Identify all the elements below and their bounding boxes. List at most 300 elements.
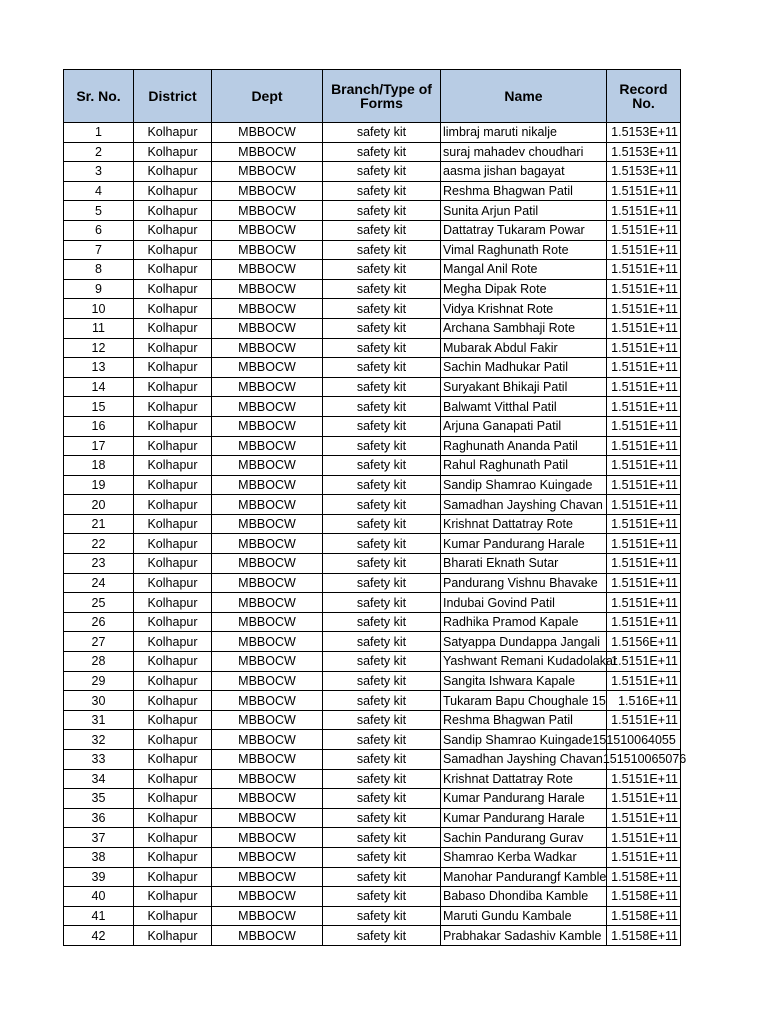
cell-name: Yashwant Remani Kudadolakar [441, 652, 607, 672]
cell-name: Maruti Gundu Kambale [441, 906, 607, 926]
cell-name: Prabhakar Sadashiv Kamble [441, 926, 607, 946]
cell-sr-no: 10 [64, 299, 134, 319]
cell-record-no: 1.5151E+11 [607, 808, 681, 828]
cell-name: Shamrao Kerba Wadkar [441, 847, 607, 867]
cell-dept: MBBOCW [212, 358, 323, 378]
cell-record-no: 1.5153E+11 [607, 162, 681, 182]
cell-branch-type: safety kit [323, 593, 441, 613]
cell-sr-no: 14 [64, 377, 134, 397]
cell-record-no: 1.5151E+11 [607, 573, 681, 593]
cell-branch-type: safety kit [323, 789, 441, 809]
cell-sr-no: 28 [64, 652, 134, 672]
cell-district: Kolhapur [134, 279, 212, 299]
cell-branch-type: safety kit [323, 416, 441, 436]
cell-dept: MBBOCW [212, 181, 323, 201]
table-row [64, 828, 681, 848]
cell-record-no: 1.5151E+11 [607, 456, 681, 476]
cell-name: Krishnat Dattatray Rote [441, 514, 607, 534]
table-row [64, 887, 681, 907]
cell-sr-no: 41 [64, 906, 134, 926]
cell-record-no: 1.5158E+11 [607, 887, 681, 907]
cell-name: Manohar Pandurangf Kamble [441, 867, 607, 887]
cell-district: Kolhapur [134, 750, 212, 770]
cell-record-no: 1.5158E+11 [607, 906, 681, 926]
cell-branch-type: safety kit [323, 318, 441, 338]
cell-branch-type: safety kit [323, 926, 441, 946]
cell-sr-no: 21 [64, 514, 134, 534]
cell-branch-type: safety kit [323, 514, 441, 534]
cell-sr-no: 38 [64, 847, 134, 867]
cell-record-no: 1.5158E+11 [607, 867, 681, 887]
cell-district: Kolhapur [134, 436, 212, 456]
cell-name: Samadhan Jayshing Chavan [441, 495, 607, 515]
cell-dept: MBBOCW [212, 123, 323, 143]
cell-sr-no: 5 [64, 201, 134, 221]
cell-district: Kolhapur [134, 358, 212, 378]
cell-district: Kolhapur [134, 162, 212, 182]
table-row [64, 358, 681, 378]
cell-district: Kolhapur [134, 926, 212, 946]
table-row [64, 750, 681, 770]
records-table [63, 69, 687, 946]
table-row [64, 162, 681, 182]
cell-dept: MBBOCW [212, 260, 323, 280]
cell-name: Sandip Shamrao Kuingade [441, 475, 607, 495]
cell-district: Kolhapur [134, 867, 212, 887]
cell-branch-type: safety kit [323, 495, 441, 515]
cell-dept: MBBOCW [212, 475, 323, 495]
cell-branch-type: safety kit [323, 573, 441, 593]
cell-sr-no: 40 [64, 887, 134, 907]
cell-name: Dattatray Tukaram Powar [441, 220, 607, 240]
cell-sr-no: 27 [64, 632, 134, 652]
cell-record-no: 1.5151E+11 [607, 397, 681, 417]
cell-name: Babaso Dhondiba Kamble [441, 887, 607, 907]
cell-sr-no: 2 [64, 142, 134, 162]
cell-sr-no: 36 [64, 808, 134, 828]
table-row [64, 181, 681, 201]
cell-record-no: 1.5151E+11 [607, 181, 681, 201]
cell-district: Kolhapur [134, 220, 212, 240]
table-row [64, 789, 681, 809]
cell-branch-type: safety kit [323, 730, 441, 750]
cell-record-no: 1.5151E+11 [607, 279, 681, 299]
cell-branch-type: safety kit [323, 710, 441, 730]
cell-dept: MBBOCW [212, 769, 323, 789]
cell-dept: MBBOCW [212, 436, 323, 456]
cell-name: Rahul Raghunath Patil [441, 456, 607, 476]
table-row [64, 338, 681, 358]
table-row [64, 514, 681, 534]
cell-district: Kolhapur [134, 475, 212, 495]
cell-sr-no: 34 [64, 769, 134, 789]
cell-branch-type: safety kit [323, 279, 441, 299]
cell-sr-no: 8 [64, 260, 134, 280]
cell-dept: MBBOCW [212, 710, 323, 730]
cell-district: Kolhapur [134, 671, 212, 691]
cell-branch-type: safety kit [323, 142, 441, 162]
cell-record-no: 1.5151E+11 [607, 338, 681, 358]
cell-record-no: 1.5151E+11 [607, 220, 681, 240]
cell-district: Kolhapur [134, 456, 212, 476]
table-row [64, 377, 681, 397]
cell-sr-no: 13 [64, 358, 134, 378]
cell-district: Kolhapur [134, 299, 212, 319]
cell-sr-no: 26 [64, 612, 134, 632]
cell-name: Sandip Shamrao Kuingade151510064055 [441, 730, 607, 750]
cell-name: Raghunath Ananda Patil [441, 436, 607, 456]
cell-name: Kumar Pandurang Harale [441, 789, 607, 809]
cell-branch-type: safety kit [323, 691, 441, 711]
cell-district: Kolhapur [134, 828, 212, 848]
table-row [64, 769, 681, 789]
cell-record-no: 1.5151E+11 [607, 416, 681, 436]
cell-dept: MBBOCW [212, 906, 323, 926]
cell-sr-no: 20 [64, 495, 134, 515]
cell-record-no: 1.5151E+11 [607, 534, 681, 554]
cell-name: Pandurang Vishnu Bhavake [441, 573, 607, 593]
cell-sr-no: 31 [64, 710, 134, 730]
cell-sr-no: 6 [64, 220, 134, 240]
cell-name: suraj mahadev choudhari [441, 142, 607, 162]
cell-name: Vimal Raghunath Rote [441, 240, 607, 260]
cell-record-no: 1.5151E+11 [607, 710, 681, 730]
cell-dept: MBBOCW [212, 220, 323, 240]
cell-name: Archana Sambhaji Rote [441, 318, 607, 338]
table-row [64, 123, 681, 143]
cell-branch-type: safety kit [323, 240, 441, 260]
cell-branch-type: safety kit [323, 808, 441, 828]
cell-record-no: 1.5151E+11 [607, 514, 681, 534]
cell-branch-type: safety kit [323, 162, 441, 182]
cell-record-no: 1.5151E+11 [607, 358, 681, 378]
cell-dept: MBBOCW [212, 612, 323, 632]
cell-dept: MBBOCW [212, 593, 323, 613]
header-dept: Dept [212, 70, 323, 123]
cell-branch-type: safety kit [323, 671, 441, 691]
cell-sr-no: 33 [64, 750, 134, 770]
cell-branch-type: safety kit [323, 181, 441, 201]
cell-dept: MBBOCW [212, 632, 323, 652]
cell-name: Sangita Ishwara Kapale [441, 671, 607, 691]
cell-sr-no: 42 [64, 926, 134, 946]
cell-dept: MBBOCW [212, 416, 323, 436]
cell-record-no: 1.5158E+11 [607, 926, 681, 946]
cell-district: Kolhapur [134, 887, 212, 907]
cell-dept: MBBOCW [212, 573, 323, 593]
table-row [64, 397, 681, 417]
cell-branch-type: safety kit [323, 397, 441, 417]
cell-dept: MBBOCW [212, 808, 323, 828]
cell-name: Satyappa Dundappa Jangali [441, 632, 607, 652]
cell-dept: MBBOCW [212, 279, 323, 299]
table-row [64, 671, 681, 691]
cell-record-no: 1.5151E+11 [607, 612, 681, 632]
cell-sr-no: 7 [64, 240, 134, 260]
table-row [64, 808, 681, 828]
cell-district: Kolhapur [134, 769, 212, 789]
header-name: Name [441, 70, 607, 123]
cell-sr-no: 15 [64, 397, 134, 417]
cell-district: Kolhapur [134, 691, 212, 711]
cell-record-no: 1.5151E+11 [607, 554, 681, 574]
header-district: District [134, 70, 212, 123]
cell-dept: MBBOCW [212, 750, 323, 770]
table-row [64, 710, 681, 730]
cell-district: Kolhapur [134, 240, 212, 260]
cell-district: Kolhapur [134, 260, 212, 280]
cell-sr-no: 11 [64, 318, 134, 338]
table-row [64, 416, 681, 436]
cell-record-no: 1.5151E+11 [607, 769, 681, 789]
cell-branch-type: safety kit [323, 906, 441, 926]
cell-name: Sachin Pandurang Gurav [441, 828, 607, 848]
cell-record-no: 1.5151E+11 [607, 652, 681, 672]
cell-record-no: 1.5151E+11 [607, 495, 681, 515]
table-row [64, 632, 681, 652]
table-row [64, 593, 681, 613]
cell-dept: MBBOCW [212, 554, 323, 574]
cell-record-no: 1.5151E+11 [607, 475, 681, 495]
table-row [64, 201, 681, 221]
cell-branch-type: safety kit [323, 338, 441, 358]
cell-branch-type: safety kit [323, 377, 441, 397]
table-row [64, 926, 681, 946]
table-row [64, 730, 681, 750]
cell-dept: MBBOCW [212, 671, 323, 691]
cell-record-no: 1.5151E+11 [607, 260, 681, 280]
cell-branch-type: safety kit [323, 201, 441, 221]
cell-name: Kumar Pandurang Harale [441, 808, 607, 828]
cell-name: Suryakant Bhikaji Patil [441, 377, 607, 397]
cell-dept: MBBOCW [212, 201, 323, 221]
cell-record-no: 1.5151E+11 [607, 671, 681, 691]
cell-district: Kolhapur [134, 495, 212, 515]
header-record-no: Record No. [607, 70, 681, 123]
table-row [64, 495, 681, 515]
cell-branch-type: safety kit [323, 456, 441, 476]
cell-branch-type: safety kit [323, 750, 441, 770]
cell-name: Radhika Pramod Kapale [441, 612, 607, 632]
cell-district: Kolhapur [134, 318, 212, 338]
cell-district: Kolhapur [134, 416, 212, 436]
cell-branch-type: safety kit [323, 220, 441, 240]
cell-sr-no: 37 [64, 828, 134, 848]
cell-district: Kolhapur [134, 652, 212, 672]
table-row [64, 554, 681, 574]
cell-record-no: 1.5151E+11 [607, 789, 681, 809]
cell-dept: MBBOCW [212, 691, 323, 711]
table-row [64, 456, 681, 476]
cell-district: Kolhapur [134, 377, 212, 397]
cell-sr-no: 29 [64, 671, 134, 691]
cell-district: Kolhapur [134, 397, 212, 417]
cell-district: Kolhapur [134, 612, 212, 632]
table-row [64, 652, 681, 672]
cell-branch-type: safety kit [323, 299, 441, 319]
cell-name: Reshma Bhagwan Patil [441, 710, 607, 730]
cell-sr-no: 19 [64, 475, 134, 495]
cell-dept: MBBOCW [212, 377, 323, 397]
cell-dept: MBBOCW [212, 887, 323, 907]
cell-sr-no: 25 [64, 593, 134, 613]
cell-branch-type: safety kit [323, 554, 441, 574]
cell-dept: MBBOCW [212, 534, 323, 554]
cell-district: Kolhapur [134, 789, 212, 809]
table-row [64, 240, 681, 260]
cell-name: aasma jishan bagayat [441, 162, 607, 182]
cell-sr-no: 4 [64, 181, 134, 201]
table-row [64, 279, 681, 299]
cell-name: Krishnat Dattatray Rote [441, 769, 607, 789]
cell-district: Kolhapur [134, 808, 212, 828]
cell-sr-no: 17 [64, 436, 134, 456]
cell-record-no: 1.5151E+11 [607, 847, 681, 867]
cell-dept: MBBOCW [212, 162, 323, 182]
cell-sr-no: 3 [64, 162, 134, 182]
cell-district: Kolhapur [134, 123, 212, 143]
cell-dept: MBBOCW [212, 789, 323, 809]
table-row [64, 906, 681, 926]
cell-sr-no: 1 [64, 123, 134, 143]
cell-record-no: 1.516E+11 [607, 691, 681, 711]
cell-name: Indubai Govind Patil [441, 593, 607, 613]
cell-record-no: 1.5151E+11 [607, 377, 681, 397]
cell-sr-no: 22 [64, 534, 134, 554]
cell-branch-type: safety kit [323, 887, 441, 907]
cell-name: Megha Dipak Rote [441, 279, 607, 299]
cell-name: Mangal Anil Rote [441, 260, 607, 280]
cell-name: Sachin Madhukar Patil [441, 358, 607, 378]
header-branch-type: Branch/Type of Forms [323, 70, 441, 123]
cell-dept: MBBOCW [212, 867, 323, 887]
cell-dept: MBBOCW [212, 456, 323, 476]
cell-dept: MBBOCW [212, 338, 323, 358]
cell-dept: MBBOCW [212, 318, 323, 338]
cell-district: Kolhapur [134, 534, 212, 554]
cell-district: Kolhapur [134, 142, 212, 162]
cell-record-no: 1.5153E+11 [607, 123, 681, 143]
table-row [64, 847, 681, 867]
cell-dept: MBBOCW [212, 926, 323, 946]
cell-branch-type: safety kit [323, 769, 441, 789]
cell-record-no: 1.5151E+11 [607, 828, 681, 848]
cell-dept: MBBOCW [212, 730, 323, 750]
cell-record-no: 1.5151E+11 [607, 240, 681, 260]
cell-dept: MBBOCW [212, 828, 323, 848]
cell-record-no: 1.5153E+11 [607, 142, 681, 162]
cell-district: Kolhapur [134, 554, 212, 574]
cell-name: Tukaram Bapu Choughale 15 [441, 691, 607, 711]
cell-branch-type: safety kit [323, 632, 441, 652]
table-row [64, 475, 681, 495]
cell-branch-type: safety kit [323, 652, 441, 672]
cell-branch-type: safety kit [323, 358, 441, 378]
cell-record-no: 1.5156E+11 [607, 632, 681, 652]
cell-dept: MBBOCW [212, 142, 323, 162]
table-row [64, 220, 681, 240]
cell-district: Kolhapur [134, 514, 212, 534]
table-row [64, 612, 681, 632]
cell-dept: MBBOCW [212, 240, 323, 260]
cell-sr-no: 24 [64, 573, 134, 593]
cell-name: Vidya Krishnat Rote [441, 299, 607, 319]
cell-sr-no: 16 [64, 416, 134, 436]
table-row [64, 867, 681, 887]
cell-name: Sunita Arjun Patil [441, 201, 607, 221]
cell-district: Kolhapur [134, 847, 212, 867]
cell-district: Kolhapur [134, 338, 212, 358]
table-row [64, 142, 681, 162]
cell-branch-type: safety kit [323, 123, 441, 143]
cell-name: Balwamt Vitthal Patil [441, 397, 607, 417]
cell-branch-type: safety kit [323, 475, 441, 495]
cell-branch-type: safety kit [323, 828, 441, 848]
cell-branch-type: safety kit [323, 436, 441, 456]
cell-sr-no: 23 [64, 554, 134, 574]
cell-district: Kolhapur [134, 201, 212, 221]
cell-record-no: 1.5151E+11 [607, 201, 681, 221]
cell-branch-type: safety kit [323, 534, 441, 554]
header-row [64, 70, 681, 123]
cell-district: Kolhapur [134, 593, 212, 613]
cell-record-no: 1.5151E+11 [607, 318, 681, 338]
cell-name: Mubarak Abdul Fakir [441, 338, 607, 358]
cell-sr-no: 9 [64, 279, 134, 299]
cell-sr-no: 12 [64, 338, 134, 358]
cell-sr-no: 30 [64, 691, 134, 711]
table-row [64, 534, 681, 554]
cell-dept: MBBOCW [212, 397, 323, 417]
table-row [64, 573, 681, 593]
cell-district: Kolhapur [134, 573, 212, 593]
cell-dept: MBBOCW [212, 299, 323, 319]
table-row [64, 260, 681, 280]
table-row [64, 299, 681, 319]
cell-name: limbraj maruti nikalje [441, 123, 607, 143]
cell-dept: MBBOCW [212, 652, 323, 672]
cell-dept: MBBOCW [212, 847, 323, 867]
table-row [64, 318, 681, 338]
cell-sr-no: 32 [64, 730, 134, 750]
cell-name: Samadhan Jayshing Chavan151510065076 [441, 750, 607, 770]
table-row [64, 691, 681, 711]
cell-dept: MBBOCW [212, 514, 323, 534]
cell-name: Reshma Bhagwan Patil [441, 181, 607, 201]
cell-name: Arjuna Ganapati Patil [441, 416, 607, 436]
cell-dept: MBBOCW [212, 495, 323, 515]
header-sr-no: Sr. No. [64, 70, 134, 123]
cell-record-no: 1.5151E+11 [607, 436, 681, 456]
cell-record-no: 1.5151E+11 [607, 299, 681, 319]
cell-branch-type: safety kit [323, 260, 441, 280]
table-row [64, 436, 681, 456]
cell-sr-no: 18 [64, 456, 134, 476]
cell-record-no: 1.5151E+11 [607, 593, 681, 613]
cell-branch-type: safety kit [323, 847, 441, 867]
cell-branch-type: safety kit [323, 867, 441, 887]
cell-name: Kumar Pandurang Harale [441, 534, 607, 554]
cell-district: Kolhapur [134, 181, 212, 201]
cell-district: Kolhapur [134, 632, 212, 652]
cell-sr-no: 35 [64, 789, 134, 809]
cell-district: Kolhapur [134, 730, 212, 750]
cell-name: Bharati Eknath Sutar [441, 554, 607, 574]
cell-district: Kolhapur [134, 906, 212, 926]
cell-branch-type: safety kit [323, 612, 441, 632]
cell-district: Kolhapur [134, 710, 212, 730]
cell-sr-no: 39 [64, 867, 134, 887]
